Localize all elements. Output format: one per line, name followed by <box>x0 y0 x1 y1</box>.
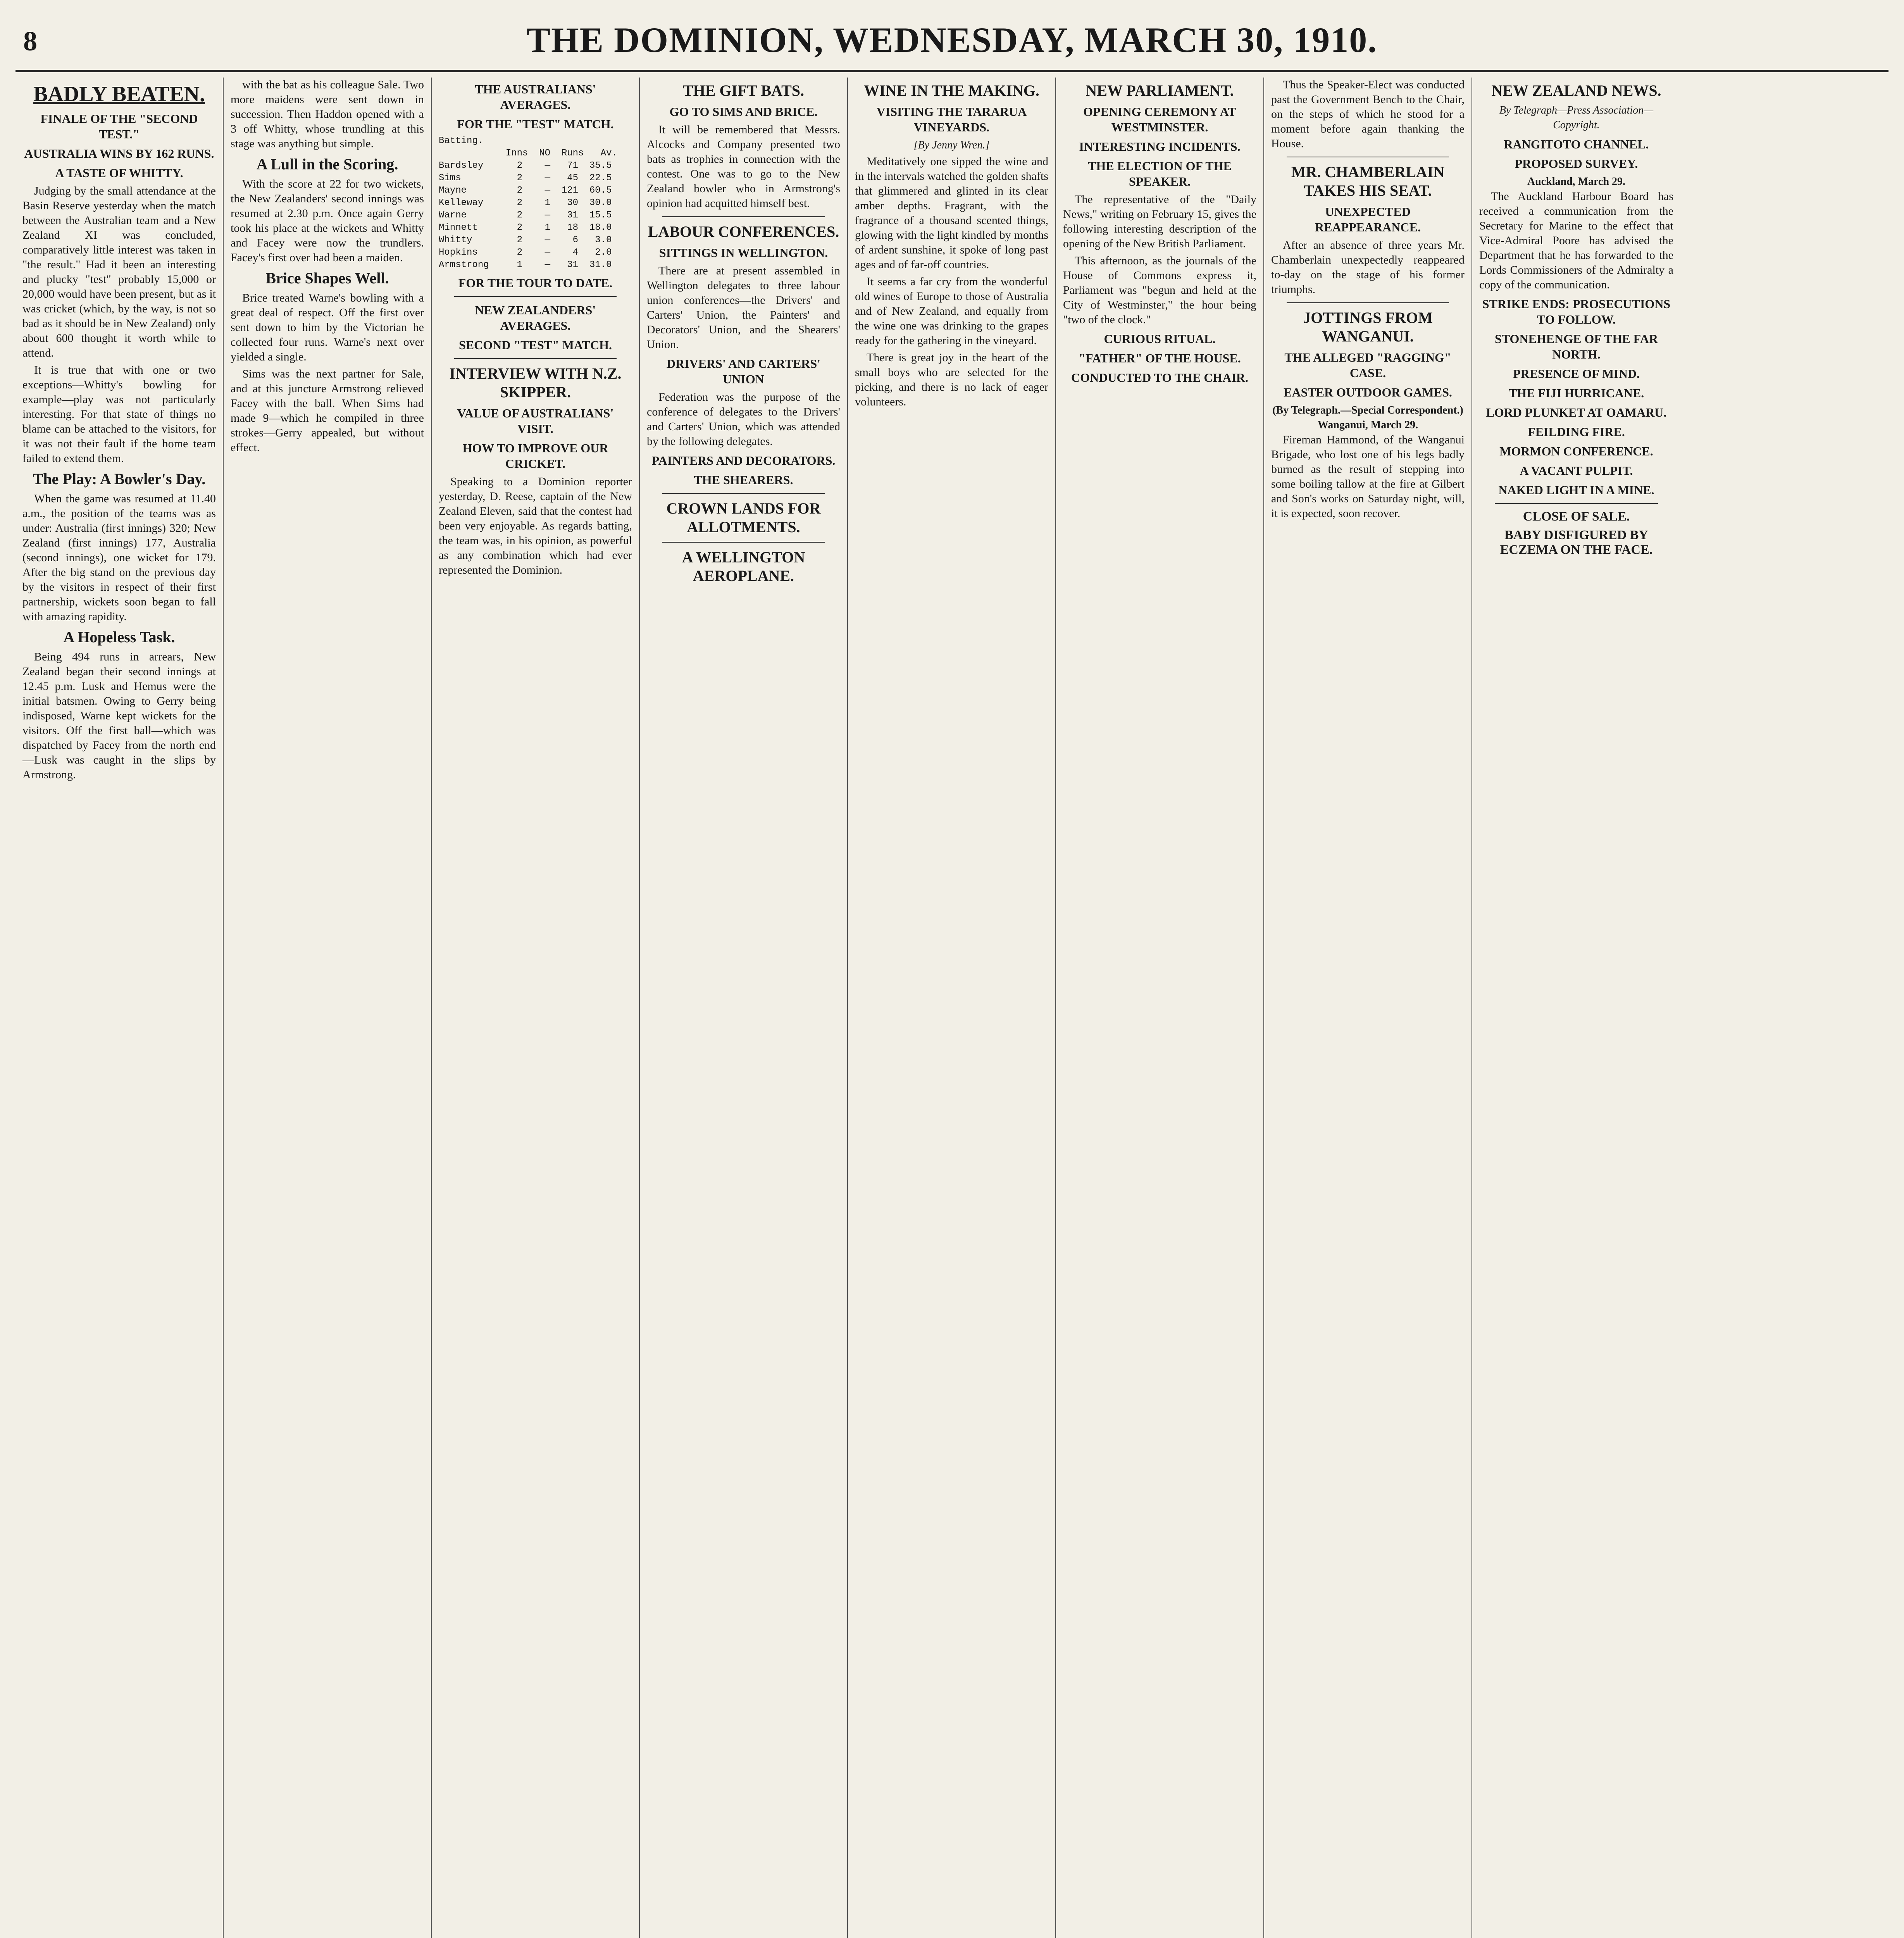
column-8 <box>1472 78 1680 1938</box>
section-heading: THE SHEARERS. <box>694 473 793 487</box>
section-heading: PRESENCE OF MIND. <box>1513 367 1640 381</box>
article-paragraph: This afternoon, as the journals of the House of Commons express it, Parliament was "begun and held at the City of Westminster," the hour being "two of the clock." <box>1063 254 1256 326</box>
divider <box>662 493 825 494</box>
section-heading: "FATHER" OF THE HOUSE. <box>1079 351 1241 365</box>
article-paragraph: Judging by the small attendance at the Basin Reserve yesterday when the match between the Australian team and a New Zealand XI was concluded, comparatively little interest was taken in "the result." Had it been an interesting and plucky "test" probably 15,000 or 20,000 would have been present, but as it was cricket (which, by the way, is not so bad as it should be in New Zealand) only about 600 thought it worth while to attend. <box>22 184 216 359</box>
headline-interview: INTERVIEW WITH N.Z. SKIPPER. <box>449 365 622 401</box>
headline-australians-averages: THE AUSTRALIANS' AVERAGES. <box>475 82 596 112</box>
subhead-tour-to-date: FOR THE TOUR TO DATE. <box>458 276 613 290</box>
section-heading: LORD PLUNKET AT OAMARU. <box>1486 405 1667 419</box>
article-paragraph: The representative of the "Daily News," writing on February 15, gives the following interesting description of the opening of the New British Parliament. <box>1063 193 1256 250</box>
byline: [By Jenny Wren.] <box>913 139 990 151</box>
section-heading: A Hopeless Task. <box>63 628 175 646</box>
article-paragraph: Thus the Speaker-Elect was conducted past the Government Bench to the Chair, on the steps of which he stood for a moment before again thanking the House. <box>1271 78 1465 150</box>
article-paragraph: The Auckland Harbour Board has received a communication from the Secretary for Marine to the effect that Vice-Admiral Poore has advised the Department that he has forwarded to the Lords Commissioners of the Admiralty a copy of the communication. <box>1479 190 1673 291</box>
section-heading: PAINTERS AND DECORATORS. <box>651 453 836 467</box>
column-6 <box>1056 78 1264 1938</box>
divider <box>1495 503 1658 504</box>
dateline: Auckland, March 29. <box>1527 176 1626 188</box>
column-7 <box>1264 78 1472 1938</box>
subhead-australia-wins: AUSTRALIA WINS BY 162 RUNS. <box>24 147 214 160</box>
advert-heading: CLOSE OF SALE. <box>1523 509 1630 524</box>
article-paragraph: It will be remembered that Messrs. Alcocks and Company presented two bats as trophies in connection with the contest. One was to go to the New Zealand bowler who in Armstrong's opinion had acquitted himself best. <box>647 123 840 210</box>
page-number: 8 <box>23 26 37 57</box>
divider <box>662 216 825 217</box>
subhead-value: VALUE OF AUSTRALIANS' VISIT. <box>457 406 614 436</box>
article-paragraph: After an absence of three years Mr. Chamberlain unexpectedly reappeared to-day on the stage of his former triumphs. <box>1271 239 1465 296</box>
headline-chamberlain: MR. CHAMBERLAIN TAKES HIS SEAT. <box>1291 163 1445 199</box>
article-paragraph: Sims was the next partner for Sale, and at this juncture Armstrong relieved Facey with the ball. When Sims had made 9—which he compiled in three strokes—Gerry appealed, but without effect. <box>231 367 424 454</box>
subhead-reappearance: UNEXPECTED REAPPEARANCE. <box>1315 205 1421 234</box>
article-paragraph: With the score at 22 for two wickets, the New Zealanders' second innings was resumed at 2.30 p.m. Once again Gerry took his place at the wickets and Whitty and Facey were now the trundlers. Facey's first over had been a maiden. <box>231 178 424 264</box>
section-heading: The Play: A Bowler's Day. <box>33 470 206 488</box>
headline-new-parliament: NEW PARLIAMENT. <box>1086 82 1234 99</box>
article-paragraph: Speaking to a Dominion reporter yesterday, D. Reese, captain of the New Zealand Eleven, said that the contest had been very enjoyable. As regards batting, the team was, in his opinion, as powerful as any combination which had ever represented the Dominion. <box>439 475 632 576</box>
advert-heading: BABY DISFIGURED BY ECZEMA ON THE FACE. <box>1500 528 1653 557</box>
subhead-westminster: OPENING CEREMONY AT WESTMINSTER. <box>1083 105 1236 134</box>
masthead <box>16 12 1888 72</box>
section-heading: MORMON CONFERENCE. <box>1499 444 1653 458</box>
press-credit: By Telegraph—Press Association—Copyright. <box>1499 104 1654 131</box>
article-paragraph: Meditatively one sipped the wine and in the intervals watched the golden shafts that glimmered and glinted in its clear amber depths. Fragrant, with the fragrance of a thousand scented things, glowing with the light kindled by months of ardent sunshine, it spoke of long past ages and of far-off countries. <box>855 155 1048 271</box>
subhead-survey: PROPOSED SURVEY. <box>1515 157 1638 171</box>
subhead-easter: EASTER OUTDOOR GAMES. <box>1284 385 1452 399</box>
columns <box>16 78 1888 1938</box>
subhead-improve: HOW TO IMPROVE OUR CRICKET. <box>462 441 608 471</box>
section-heading: Brice Shapes Well. <box>265 269 389 287</box>
section-heading: A Lull in the Scoring. <box>256 155 398 173</box>
headline-gift-bats: THE GIFT BATS. <box>682 82 805 99</box>
article-paragraph: It seems a far cry from the wonderful old wines of Europe to those of Australia and of New Zealand, and equally from the wine one was drinking to the grapes ready for the gathering in the vineyard. <box>855 275 1048 347</box>
section-heading: THE FIJI HURRICANE. <box>1508 386 1644 400</box>
section-heading: CONDUCTED TO THE CHAIR. <box>1071 371 1248 384</box>
article-paragraph: Fireman Hammond, of the Wanganui Brigade, who lost one of his legs badly burned as the result of stepping into some boiling tallow at the fire at Gilbert and Son's works on Saturday night, will, it is expected, soon recover. <box>1271 433 1465 520</box>
headline-labour-conferences: LABOUR CONFERENCES. <box>648 223 839 240</box>
headline-wanganui: JOTTINGS FROM WANGANUI. <box>1303 309 1433 345</box>
column-4 <box>640 78 848 1938</box>
subhead-sittings: SITTINGS IN WELLINGTON. <box>659 246 828 260</box>
article-paragraph: It is true that with one or two exceptions—Whitty's bowling for example—play was not particularly interesting. For that state of things no blame can be attached to the visitors, for it was not their fault if the home team failed to extend them. <box>22 364 216 465</box>
article-paragraph: Brice treated Warne's bowling with a great deal of respect. Off the first over sent down to him by the Victorian he collected four runs. Warne's next over yielded a single. <box>231 291 424 363</box>
section-heading: STONEHENGE OF THE FAR NORTH. <box>1494 332 1658 361</box>
article-paragraph: Federation was the purpose of the conference of delegates to the Drivers' and Carters' Union, which was attended by the following delegates. <box>647 391 840 448</box>
section-heading: A VACANT PULPIT. <box>1520 464 1633 478</box>
article-paragraph: with the bat as his colleague Sale. Two more maidens were sent down in succession. Then Haddon opened with a 3 off Whitty, whose trundling at this stage was anything but simple. <box>231 78 424 150</box>
article-paragraph: When the game was resumed at 11.40 a.m., the position of the teams was as under: Australia (first innings) 320; New Zealand (first innings) 177, Australia (second innings), one wicket for 179. After the big stand on the previous day by the visitors in respect of their first partnership, wickets soon began to fall with amazing rapidity. <box>22 492 216 623</box>
headline-badly-beaten: BADLY BEATEN. <box>33 82 205 106</box>
column-5 <box>848 78 1056 1938</box>
subhead-incidents: INTERESTING INCIDENTS. <box>1079 140 1241 153</box>
subhead-sims-brice: GO TO SIMS AND BRICE. <box>669 105 818 119</box>
newspaper-title: THE DOMINION, WEDNESDAY, MARCH 30, 1910. <box>526 20 1378 60</box>
subhead-second-test: SECOND "TEST" MATCH. <box>459 338 612 352</box>
averages-table: Batting. Inns NO Runs Av. Bardsley 2 — 71 35.5 Sims 2 — 45 22.5 Mayne 2 — 121 60.5 Kelleway 2 1 30 30.0 Warne 2 — 31 15.5 Minnett 2 1 18 18.0 Whitty 2 — 6 3.0 Hopkins 2 — 4 2.0 Armstrong 1 — 31 31.0 <box>439 136 617 270</box>
column-3 <box>432 78 640 1938</box>
article-paragraph: There are at present assembled in Wellington delegates to three labour union conferences—the Drivers' and Carters' Union, the Painters' and Decorators' Union, and the Shearers' Union. <box>647 264 840 351</box>
column-2 <box>224 78 432 1938</box>
subhead-taste-of-whitty: A TASTE OF WHITTY. <box>55 166 183 180</box>
column-1 <box>16 78 224 1938</box>
divider <box>454 358 617 359</box>
headline-nz-averages: NEW ZEALANDERS' AVERAGES. <box>475 303 596 333</box>
subhead-tararua: VISITING THE TARARUA VINEYARDS. <box>876 105 1027 134</box>
article-paragraph: Being 494 runs in arrears, New Zealand began their second innings at 12.45 p.m. Lusk and Hemus were the initial batsmen. Owing to Gerry being indisposed, Warne kept wickets for the visitors. Off the first ball—which was dispatched by Facey from the north end—Lusk was caught in the slips by Armstrong. <box>22 650 216 781</box>
headline-nz-news: NEW ZEALAND NEWS. <box>1491 82 1661 99</box>
divider <box>454 296 617 297</box>
subhead-finale: FINALE OF THE "SECOND TEST." <box>40 112 198 141</box>
section-heading: NAKED LIGHT IN A MINE. <box>1498 483 1654 497</box>
section-heading: CURIOUS RITUAL. <box>1104 332 1216 346</box>
headline-aeroplane: A WELLINGTON AEROPLANE. <box>682 548 805 585</box>
section-heading: FEILDING FIRE. <box>1528 425 1625 439</box>
section-heading: THE ELECTION OF THE SPEAKER. <box>1088 159 1232 188</box>
section-heading: DRIVERS' AND CARTERS' UNION <box>666 357 821 386</box>
dateline: (By Telegraph.—Special Correspondent.) Wanganui, March 29. <box>1272 404 1463 431</box>
divider <box>662 542 825 543</box>
headline-wine: WINE IN THE MAKING. <box>864 82 1039 99</box>
section-heading: RANGITOTO CHANNEL. <box>1504 137 1649 151</box>
subhead-test-match: FOR THE "TEST" MATCH. <box>457 117 614 131</box>
headline-crown-lands: CROWN LANDS FOR ALLOTMENTS. <box>666 500 821 536</box>
subhead-ragging: THE ALLEGED "RAGGING" CASE. <box>1284 350 1451 380</box>
divider <box>1287 302 1449 303</box>
section-heading: STRIKE ENDS: PROSECUTIONS TO FOLLOW. <box>1482 297 1671 326</box>
article-paragraph: There is great joy in the heart of the small boys who are selected for the picking, and there is no lack of eager volunteers. <box>855 351 1048 408</box>
